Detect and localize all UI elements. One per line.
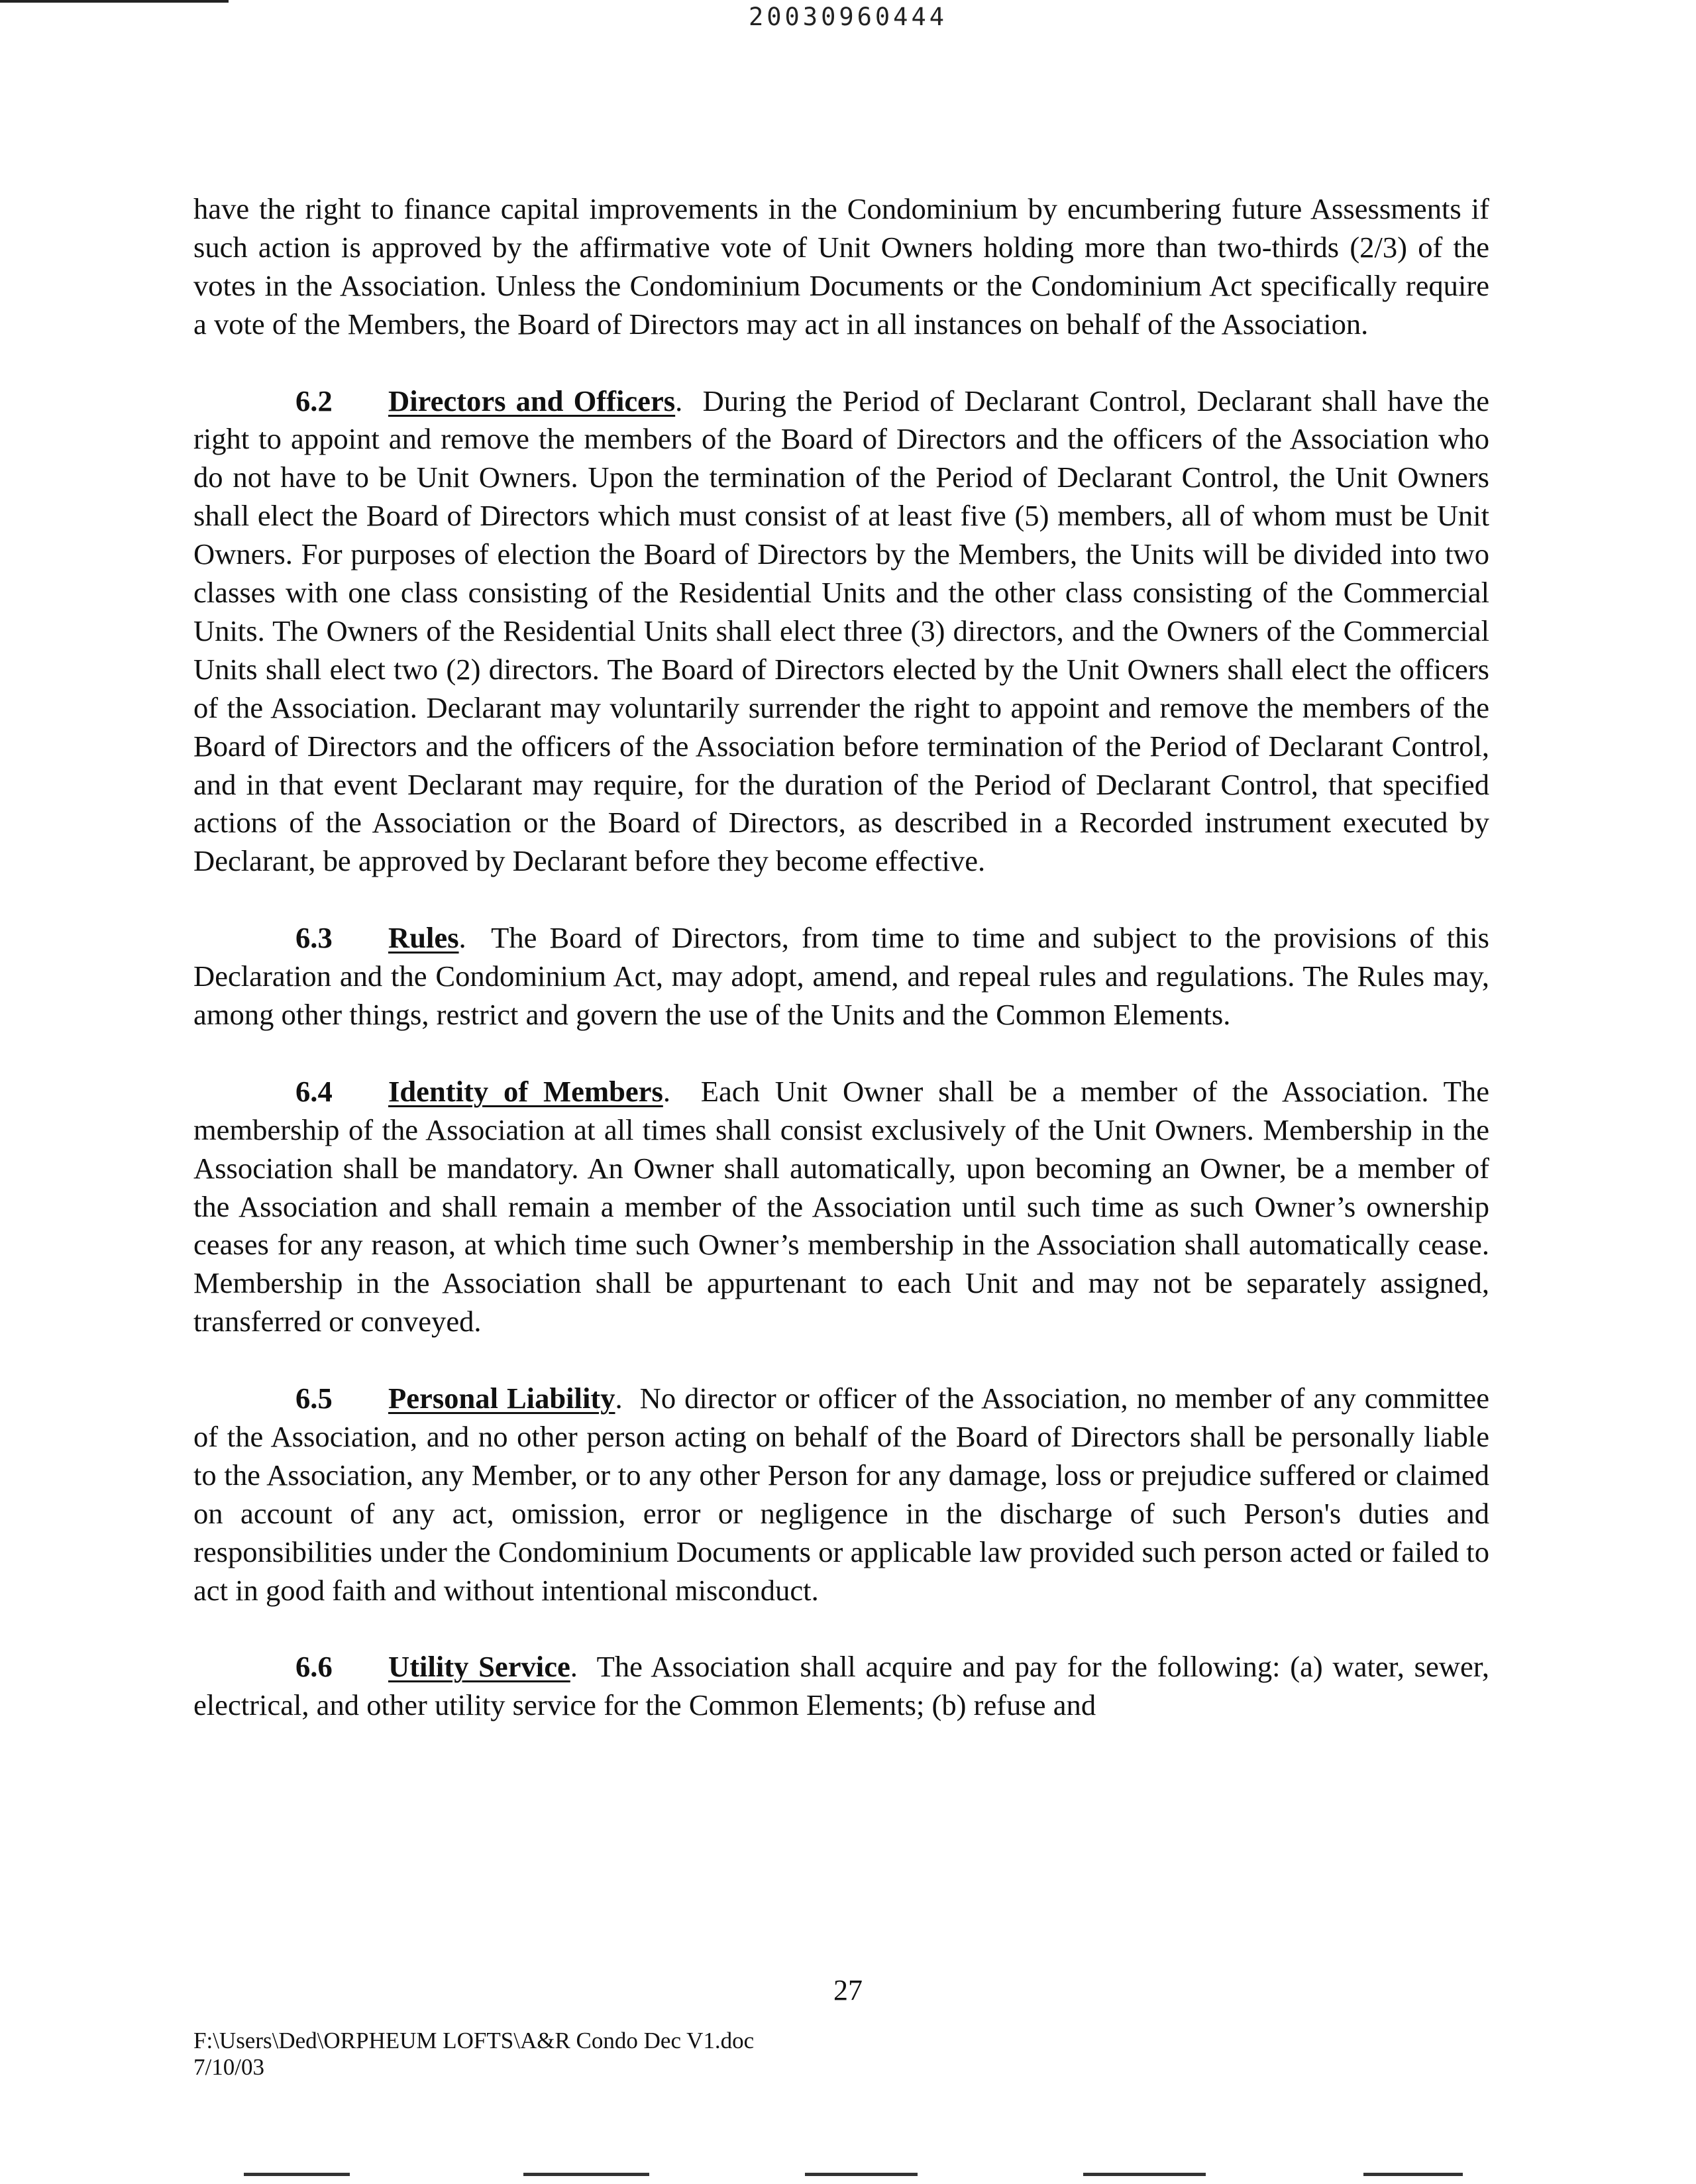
scan-edge-mark <box>244 2173 350 2176</box>
section-6-4: 6.4 Identity of Members. Each Unit Owner shall be a member of the Association. The membership of the Association at all times shall consist exclusively of the Unit Owners. Membership in the Association shall be mandatory. An Owner shall automatically, upon becoming an Owner, be a member of the Association and shall remain a member of the Association until such time as such Owner’s ownership ceases for any reason, at which time such Owner’s membership in the Association shall automatically cease. Membership in the Association shall be appurtenant to each Unit and may not be separately assigned, transferred or conveyed. <box>193 1073 1489 1341</box>
scan-edge-mark <box>1083 2173 1206 2176</box>
section-text: No director or officer of the Association, no member of any committee of the Association, and no other person acting on behalf of the Board of Directors shall be personally liable to the Association, any Member, or to any other Person for any damage, loss or prejudice suffered or claimed on account of any act, omission, error or negligence in the discharge of such Person's duties and responsibilities under the Condominium Documents or applicable law provided such person acted or failed to act in good faith and without intentional misconduct. <box>193 1382 1489 1607</box>
section-title: Directors and Officers <box>388 384 676 417</box>
footer-date: 7/10/03 <box>193 2054 264 2080</box>
section-6-6: 6.6 Utility Service. The Association shall acquire and pay for the following: (a) water, sewer, electrical, and other utility service for the Common Elements; (b) refuse and <box>193 1648 1489 1725</box>
document-body <box>193 190 1489 1763</box>
page-number: 27 <box>833 1974 863 2006</box>
section-title: Personal Liability <box>388 1382 615 1415</box>
section-title: Utility Service <box>388 1650 570 1684</box>
document-number: 20030960444 <box>748 3 948 31</box>
section-number: 6.4 <box>295 1074 333 1108</box>
section-6-3: 6.3 Rules. The Board of Directors, from time to time and subject to the provisions of this Declaration and the Condominium Act, may adopt, amend, and repeal rules and regulations. The Rules may, among other things, restrict and govern the use of the Units and the Common Elements. <box>193 919 1489 1034</box>
section-6-5: 6.5 Personal Liability. No director or officer of the Association, no member of any committee of the Association, and no other person acting on behalf of the Board of Directors shall be personally liable to the Association, any Member, or to any other Person for any damage, loss or prejudice suffered or claimed on account of any act, omission, error or negligence in the discharge of such Person's duties and responsibilities under the Condominium Documents or applicable law provided such person acted or failed to act in good faith and without intentional misconduct. <box>193 1380 1489 1610</box>
footer-file-path: F:\Users\Ded\ORPHEUM LOFTS\A&R Condo Dec V1.doc <box>193 2028 755 2053</box>
section-title: Identity of Members <box>388 1074 663 1108</box>
section-title: Rules <box>388 921 459 955</box>
section-number: 6.6 <box>295 1650 333 1684</box>
intro-paragraph: have the right to finance capital improvements in the Condominium by encumbering future Assessments if such action is approved by the affirmative vote of Unit Owners holding more than two-thirds (2/3) of the votes in the Association. Unless the Condominium Documents or the Condominium Act specifically require a vote of the Members, the Board of Directors may act in all instances on behalf of the Association. <box>193 192 1489 341</box>
scan-edge-mark <box>523 2173 649 2176</box>
scan-edge-mark <box>1363 2173 1463 2176</box>
section-text: During the Period of Declarant Control, Declarant shall have the right to appoint and remove the members of the Board of Directors and the officers of the Association who do not have to be Unit Owners. Upon the termination of the Period of Declarant Control, the Unit Owners shall elect the Board of Directors which must consist of at least five (5) members, all of whom must be Unit Owners. For purposes of election the Board of Directors by the Members, the Units will be divided into two classes with one class consisting of the Residential Units and the other class consisting of the Commercial Units. The Owners of the Residential Units shall elect three (3) directors, and the Owners of the Commercial Units shall elect two (2) directors. The Board of Directors elected by the Unit Owners shall elect the officers of the Association. Declarant may voluntarily surrender the right to appoint and remove the members of the Board of Directors and the officers of the Association before termination of the Period of Declarant Control, and in that event Declarant may require, for the duration of the Period of Declarant Control, that specified actions of the Association or the Board of Directors, as described in a Recorded instrument executed by Declarant, be approved by Declarant before they become effective. <box>193 384 1490 878</box>
section-text: Each Unit Owner shall be a member of the Association. The membership of the Association at all times shall consist exclusively of the Unit Owners. Membership in the Association shall be mandatory. An Owner shall automatically, upon becoming an Owner, be a member of the Association and shall remain a member of the Association until such time as such Owner’s ownership ceases for any reason, at which time such Owner’s membership in the Association shall automatically cease. Membership in the Association shall be appurtenant to each Unit and may not be separately assigned, transferred or conveyed. <box>193 1074 1489 1338</box>
section-number: 6.3 <box>295 921 333 955</box>
section-text: The Board of Directors, from time to time and subject to the provisions of this Declaration and the Condominium Act, may adopt, amend, and repeal rules and regulations. The Rules may, among other things, restrict and govern the use of the Units and the Common Elements. <box>193 921 1489 1031</box>
scan-edge-mark <box>805 2173 918 2176</box>
section-6-2: 6.2 Directors and Officers. During the Period of Declarant Control, Declarant shall have the right to appoint and remove the members of the Board of Directors and the officers of the Association who do not have to be Unit Owners. Upon the termination of the Period of Declarant Control, the Unit Owners shall elect the Board of Directors which must consist of at least five (5) members, all of whom must be Unit Owners. For purposes of election the Board of Directors by the Members, the Units will be divided into two classes with one class consisting of the Residential Units and the other class consisting of the Commercial Units. The Owners of the Residential Units shall elect three (3) directors, and the Owners of the Commercial Units shall elect two (2) directors. The Board of Directors elected by the Unit Owners shall elect the officers of the Association. Declarant may voluntarily surrender the right to appoint and remove the members of the Board of Directors and the officers of the Association before termination of the Period of Declarant Control, and in that event Declarant may require, for the duration of the Period of Declarant Control, that specified actions of the Association or the Board of Directors, as described in a Recorded instrument executed by Declarant, be approved by Declarant before they become effective. <box>193 382 1489 881</box>
section-number: 6.2 <box>295 384 333 417</box>
section-number: 6.5 <box>295 1382 333 1415</box>
footer <box>193 2028 754 2081</box>
section-text: The Association shall acquire and pay for the following: (a) water, sewer, electrical, and other utility service for the Common Elements; (b) refuse and <box>193 1650 1489 1722</box>
